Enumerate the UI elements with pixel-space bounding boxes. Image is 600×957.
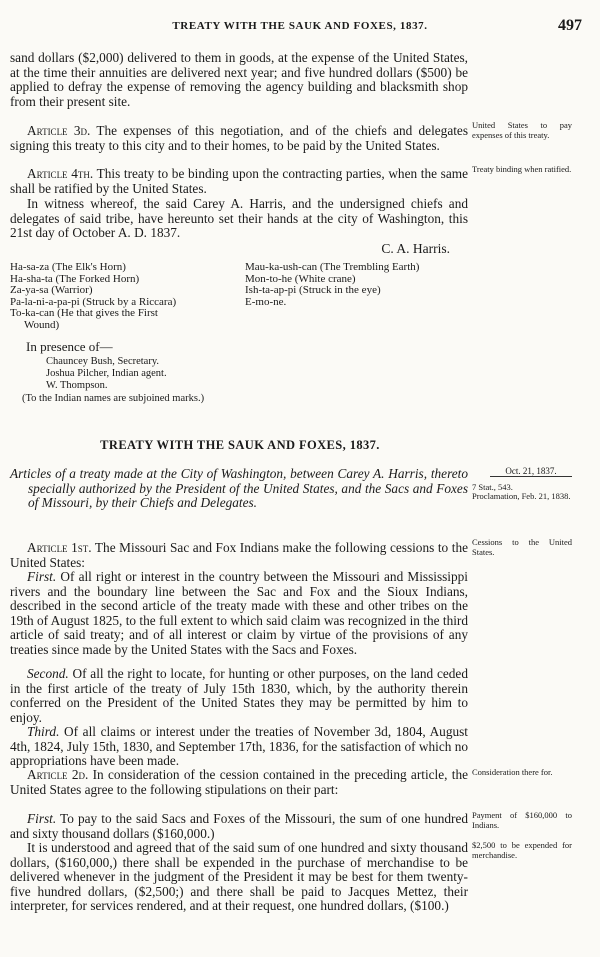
signer: Za-ya-sa (Warrior) [10,284,93,296]
paragraph-continued: sand dollars ($2,000) delivered to them in goods, at the expense of the United States, at the time their annuities are delivered next year; and five hundred dollars ($500) be applied to defray the expense of removing the agency building and blacksmith shop from their present site. [10,50,468,109]
signer: To-ka-can (He that gives the First [10,307,158,319]
margin-note: Consideration there for. [472,767,553,777]
signer: E-mo-ne. [245,295,287,308]
article-label: Article 1st. [27,540,92,555]
cession-second [10,667,468,725]
margin-note: Payment of $160,000 to Indians. [472,810,572,830]
clause-text: Of all the right to locate, for hunting or other purposes, on the land ceded in the first article of the treaty of July 15th 1830, which, by the authority therein conferred on the President of the United States they may be permitted by him to enjoy. [10,666,468,725]
signature: C. A. Harris. [381,241,450,256]
clause-text: To pay to the said Sacs and Foxes of the Missouri, the sum of one hundred and sixty thousand dollars ($160,000.) [10,811,468,841]
clause-label: First. [27,811,57,826]
signers-left [10,262,235,331]
article-text: This treaty to be binding upon the contracting parties, when the same shall be ratified by the United States. [10,166,468,196]
proclamation-note: Proclamation, Feb. 21, 1838. [472,491,571,501]
cession-third [10,725,468,769]
witness-list [46,356,167,392]
signer: Ha-sa-za (The Elk's Horn) [10,261,126,273]
margin-note: United States to pay expenses of this treaty. [472,120,572,140]
signer: Mau-ka-ush-can (The Trembling Earth) [245,261,420,273]
article-text: In consideration of the cession contained in the preceding article, the United States agree to the following stipulations on their part: [10,767,468,797]
page-number: 497 [558,17,582,34]
signers-right [245,262,475,308]
article-2d [10,768,468,797]
marks-note: (To the Indian names are subjoined marks.) [22,393,205,404]
cession-first [10,570,468,658]
article-1st [10,541,468,570]
witness: W. Thompson. [46,380,108,391]
article-label: Article 3d. [27,123,91,138]
witness: Chauncey Bush, Secretary. [46,356,160,367]
caption-text: Articles of a treaty made at the City of Washington, between Carey A. Harris, thereto specially authorized by the President of the United States, and the Sacs and Foxes of Missouri, by their Chiefs and Delegates. [10,466,468,511]
clause-text: Of all right or interest in the country between the Missouri and Mississippi rivers and the boundary line between the Sac and Fox and the Sioux Indians, described in the second article of the treaty made with these and other tribes on the 19th of August 1825, to the full extent to which said claim was recognized in the third article of said treaty; and of all interest or claim by virtue of the provisions of any treaties since made by the United States with the Sacs and Foxes. [10,569,468,657]
article-4th [10,167,468,196]
witness-paragraph: In witness whereof, the said Carey A. Harris, and the undersigned chiefs and delegates of said tribe, have hereunto set their hands at the city of Washington, this 21st day of October A. D. 1837. [10,196,468,241]
clause-label: First. [27,569,57,584]
clause-text: Of all claims or interest under the treaties of November 3d, 1804, August 4th, 1824, July 15th, 1830, and September 17th, 1836, for the satisfaction of which no appropriations have been made. [10,724,468,769]
margin-note: Cessions to the United States. [472,537,572,557]
signer: Pa-la-ni-a-pa-pi (Struck by a Riccara) [10,295,177,308]
article-text: The expenses of this negotiation, and of the chiefs and delegates signing this treaty to this city and to their homes, to be paid by the United States. [10,123,468,153]
witness: Joshua Pilcher, Indian agent. [46,368,167,379]
article-label: Article 2d. [27,767,89,782]
stat-note: 7 Stat., 543. [472,482,513,492]
article-3d [10,124,468,153]
merchandise-paragraph: It is understood and agreed that of the said sum of one hundred and sixty thousand dollars, ($160,000,) there shall be expended in the purchase of merchandise to be delivered whenever in the judgment of the President it may be best for them twenty-five hundred dollars, ($2,500;) and there shall be paid to Jacques Mettez, their interpreter, for services rendered, and at their request, one hundred dollars, ($100.) [10,840,468,914]
payment-first [10,812,468,841]
clause-label: Second. [27,666,69,681]
treaty-caption [10,467,468,511]
signer: Ha-sha-ta (The Forked Horn) [10,272,140,285]
article-label: Article 4th. [27,166,94,181]
signer: Mon-to-he (White crane) [245,272,356,285]
presence-label: In presence of— [26,339,113,354]
running-head: TREATY WITH THE SAUK AND FOXES, 1837. [172,20,428,32]
section-title: TREATY WITH THE SAUK AND FOXES, 1837. [100,438,380,452]
margin-note: $2,500 to be expended for merchandise. [472,840,572,860]
signer: Wound) [24,318,60,331]
clause-label: Third. [27,724,60,739]
margin-note: Treaty binding when ratified. [472,164,572,174]
date-note: Oct. 21, 1837. [490,466,572,477]
article-text: The Missouri Sac and Fox Indians make the following cessions to the United States: [10,540,469,570]
signer: Ish-ta-ap-pi (Struck in the eye) [245,284,381,296]
